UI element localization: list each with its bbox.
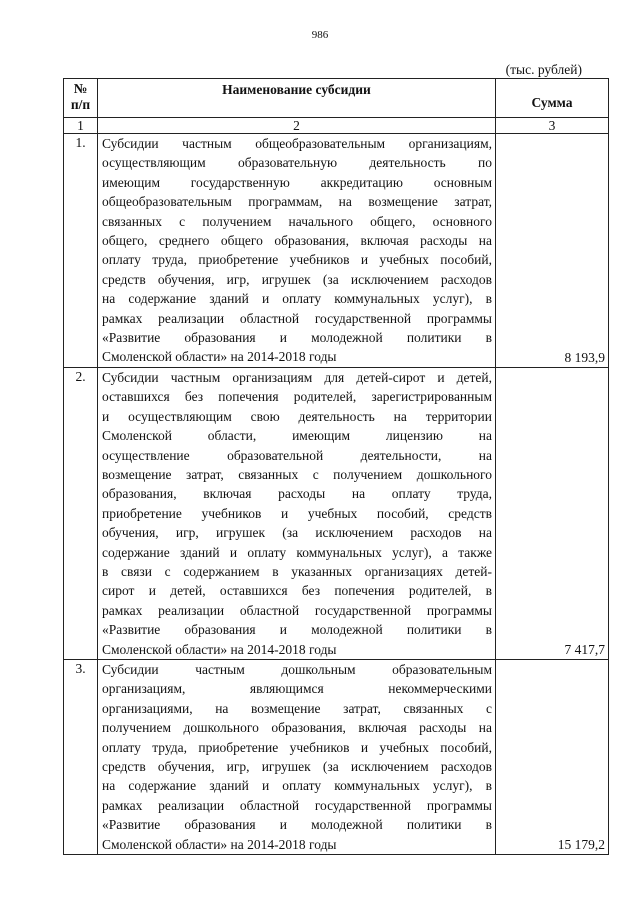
- subsidy-amount: 15 179,2: [496, 659, 609, 854]
- description-line: «Развитие образования и молодежной политики в: [102, 622, 492, 638]
- description-line: на содержание зданий и оплату коммунальных услуг), в: [102, 778, 492, 794]
- index-row: [64, 118, 609, 134]
- description-line: средств обучения, игр, игрушек (за исключением расходов: [102, 271, 492, 287]
- description-line: рамках реализации областной государственной программы: [102, 310, 492, 326]
- index-cell: 3: [496, 118, 609, 134]
- subsidy-amount: 7 417,7: [496, 367, 609, 659]
- subsidy-description: [98, 134, 496, 368]
- description-line: Смоленской области» на 2014-2018 годы: [102, 641, 337, 657]
- description-line: на содержание зданий и оплату коммунальных услуг), в: [102, 291, 492, 307]
- description-line: средств обучения, игр, игрушек (за исключением расходов: [102, 759, 492, 774]
- description-line: обучения, игр, игрушек (за исключением расходов на: [102, 525, 492, 541]
- description-line: Субсидии частным дошкольным образовательным: [102, 661, 492, 677]
- description-line: общего, среднего общего образования, включая расходы на: [102, 233, 492, 249]
- subsidies-table: [63, 78, 609, 855]
- description-line: организациями, на возмещение затрат, связанных с: [102, 700, 492, 716]
- description-line: получением дошкольного образования, включая расходы на: [102, 720, 492, 736]
- description-line: рамках реализации областной государственной программы: [102, 602, 492, 618]
- description-line: осуществление образовательной деятельности, на: [102, 447, 492, 463]
- description-line: содержание зданий и оплату коммунальных услуг), а также: [102, 544, 492, 560]
- description-line: осуществляющим образовательную деятельность по: [102, 155, 492, 171]
- description-line: Смоленской области» на 2014-2018 годы: [102, 836, 337, 852]
- description-line: «Развитие образования и молодежной политики в: [102, 330, 492, 346]
- row-number: 1.: [64, 134, 98, 368]
- table-row: [64, 134, 609, 368]
- description-line: имеющим государственную аккредитацию основным: [102, 174, 492, 190]
- description-line: рамках реализации областной государственной программы: [102, 797, 492, 813]
- subsidy-description: [98, 659, 496, 854]
- units-label: (тыс. рублей): [505, 62, 582, 77]
- description-line: приобретение учебников и учебных пособий, средств: [102, 505, 492, 521]
- header-sum: Сумма: [496, 79, 609, 118]
- description-line: в связи с содержанием в указанных организациях детей-: [102, 563, 492, 579]
- row-number: 2.: [64, 367, 98, 659]
- index-cell: 1: [64, 118, 98, 134]
- table-row: [64, 367, 609, 659]
- description-line: возмещение затрат, связанных с получением дошкольного: [102, 466, 492, 482]
- description-line: Субсидии частным организациям для детей-сирот и детей,: [102, 369, 492, 385]
- description-line: организациям, являющимся некоммерческими: [102, 681, 492, 697]
- description-line: сирот и детей, оставшихся без попечения родителей, в: [102, 583, 492, 599]
- description-line: Смоленской области» на 2014-2018 годы: [102, 349, 337, 365]
- page-number: 986: [311, 29, 329, 41]
- description-line: и осуществляющим свою деятельность на территории: [102, 408, 492, 424]
- description-line: Субсидии частным общеобразовательным организациям,: [102, 136, 492, 151]
- header-num: № п/п: [64, 79, 98, 118]
- table-row: [64, 659, 609, 854]
- description-line: общеобразовательным программам, на возмещение затрат,: [102, 194, 492, 210]
- row-number: 3.: [64, 659, 98, 854]
- description-line: оплату труда, приобретение учебников и учебных пособий,: [102, 252, 492, 268]
- description-line: образования, включая расходы на оплату труда,: [102, 486, 492, 502]
- index-cell: 2: [98, 118, 496, 134]
- description-line: оплату труда, приобретение учебников и учебных пособий,: [102, 739, 492, 755]
- description-line: Смоленской области, имеющим лицензию на: [102, 428, 492, 444]
- header-name: Наименование субсидии: [98, 79, 496, 118]
- description-line: оставшихся без попечения родителей, зарегистрированным: [102, 389, 492, 405]
- header-row: [64, 79, 609, 118]
- description-line: связанных с получением начального общего, основного: [102, 213, 492, 229]
- description-line: «Развитие образования и молодежной политики в: [102, 817, 492, 833]
- subsidy-description: [98, 367, 496, 659]
- subsidy-amount: 8 193,9: [496, 134, 609, 368]
